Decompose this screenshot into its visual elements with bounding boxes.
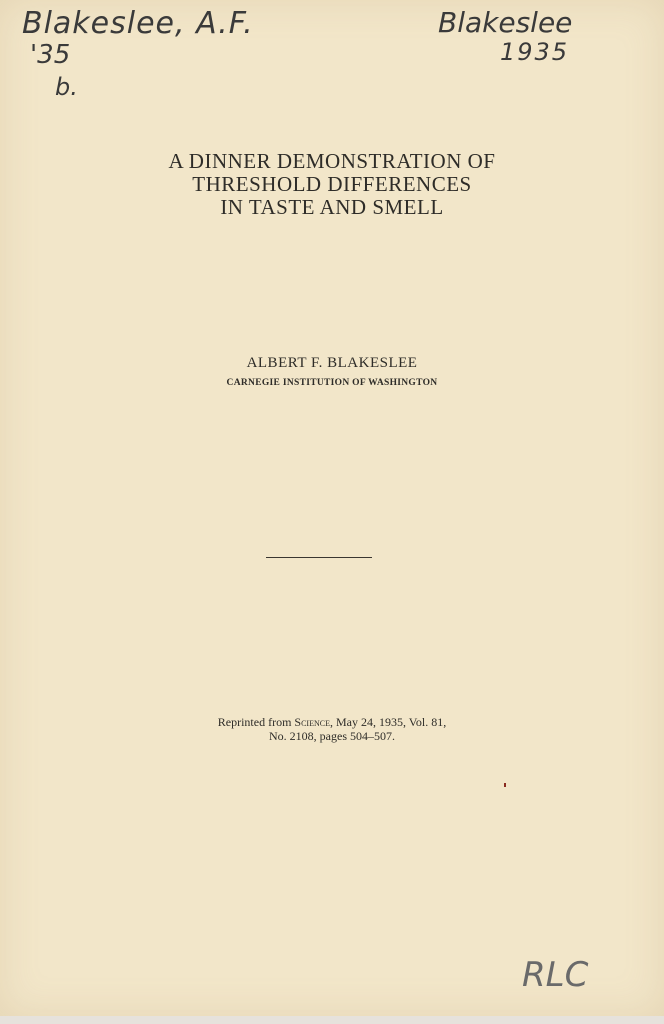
reprint-date-volume: , May 24, 1935, Vol. 81, [329,715,447,729]
handwritten-initials: RLC [522,955,589,995]
handwritten-author-note: Blakeslee, A.F. [22,6,254,41]
author-name: ALBERT F. BLAKESLEE [246,355,418,371]
reprint-prefix: Reprinted from [217,715,295,729]
divider-rule [266,557,372,558]
reprint-line-2: No. 2108, pages 504–507. [269,729,395,743]
paper-speck [504,783,506,787]
reprint-line-1 [0,715,664,729]
reprint-notice [0,715,664,743]
title-line-2: THRESHOLD DIFFERENCES [192,172,472,196]
handwritten-year: 1935 [500,38,570,66]
handwritten-letter: b. [55,73,78,101]
title-line-3: IN TASTE AND SMELL [220,195,444,219]
document-title [0,150,664,219]
handwritten-name-right: Blakeslee [438,6,573,39]
journal-name: Science [294,715,330,729]
background-strip [0,1016,664,1024]
handwritten-year-short: '35 [30,40,71,70]
title-line-1: A DINNER DEMONSTRATION OF [168,149,496,173]
author-affiliation: CARNEGIE INSTITUTION OF WASHINGTON [226,378,438,388]
